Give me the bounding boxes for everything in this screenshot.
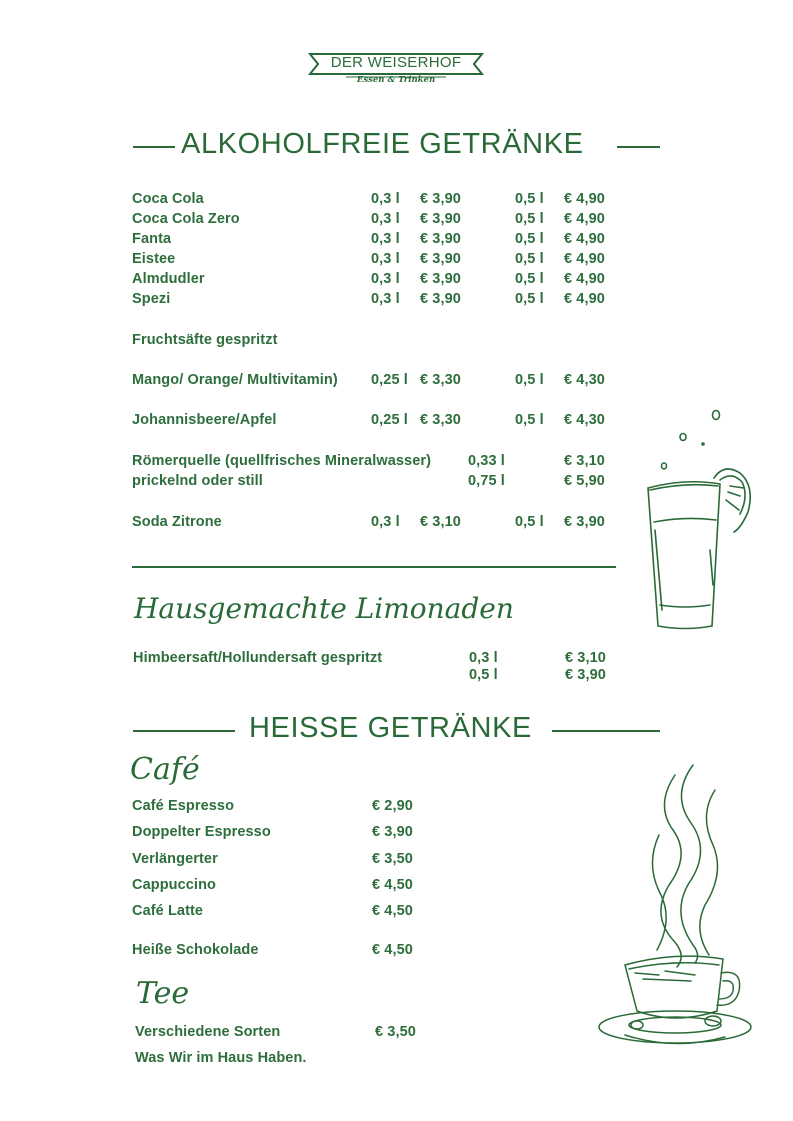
lemon-glass-icon [640,400,760,635]
juices-label: Fruchtsäfte gespritzt [132,332,278,348]
coffee-cup-icon [595,755,755,1055]
section-title-lemonades: Hausgemachte Limonaden [134,592,514,625]
logo-title: DER WEISERHOF [330,54,462,71]
divider [132,566,616,568]
logo [306,48,486,88]
logo-tagline: Essen & Trinken [356,75,436,85]
section-title-hot-drinks: HEISSE GETRÄNKE [249,712,532,744]
subsection-title-cafe: Café [130,752,200,787]
heading-rule-left [133,730,235,732]
heading-rule-left [133,146,175,148]
section-title-soft-drinks: ALKOHOLFREIE GETRÄNKE [181,128,584,160]
heading-rule-right [552,730,660,732]
subsection-title-tee: Tee [136,976,190,1011]
heading-rule-right [617,146,660,148]
